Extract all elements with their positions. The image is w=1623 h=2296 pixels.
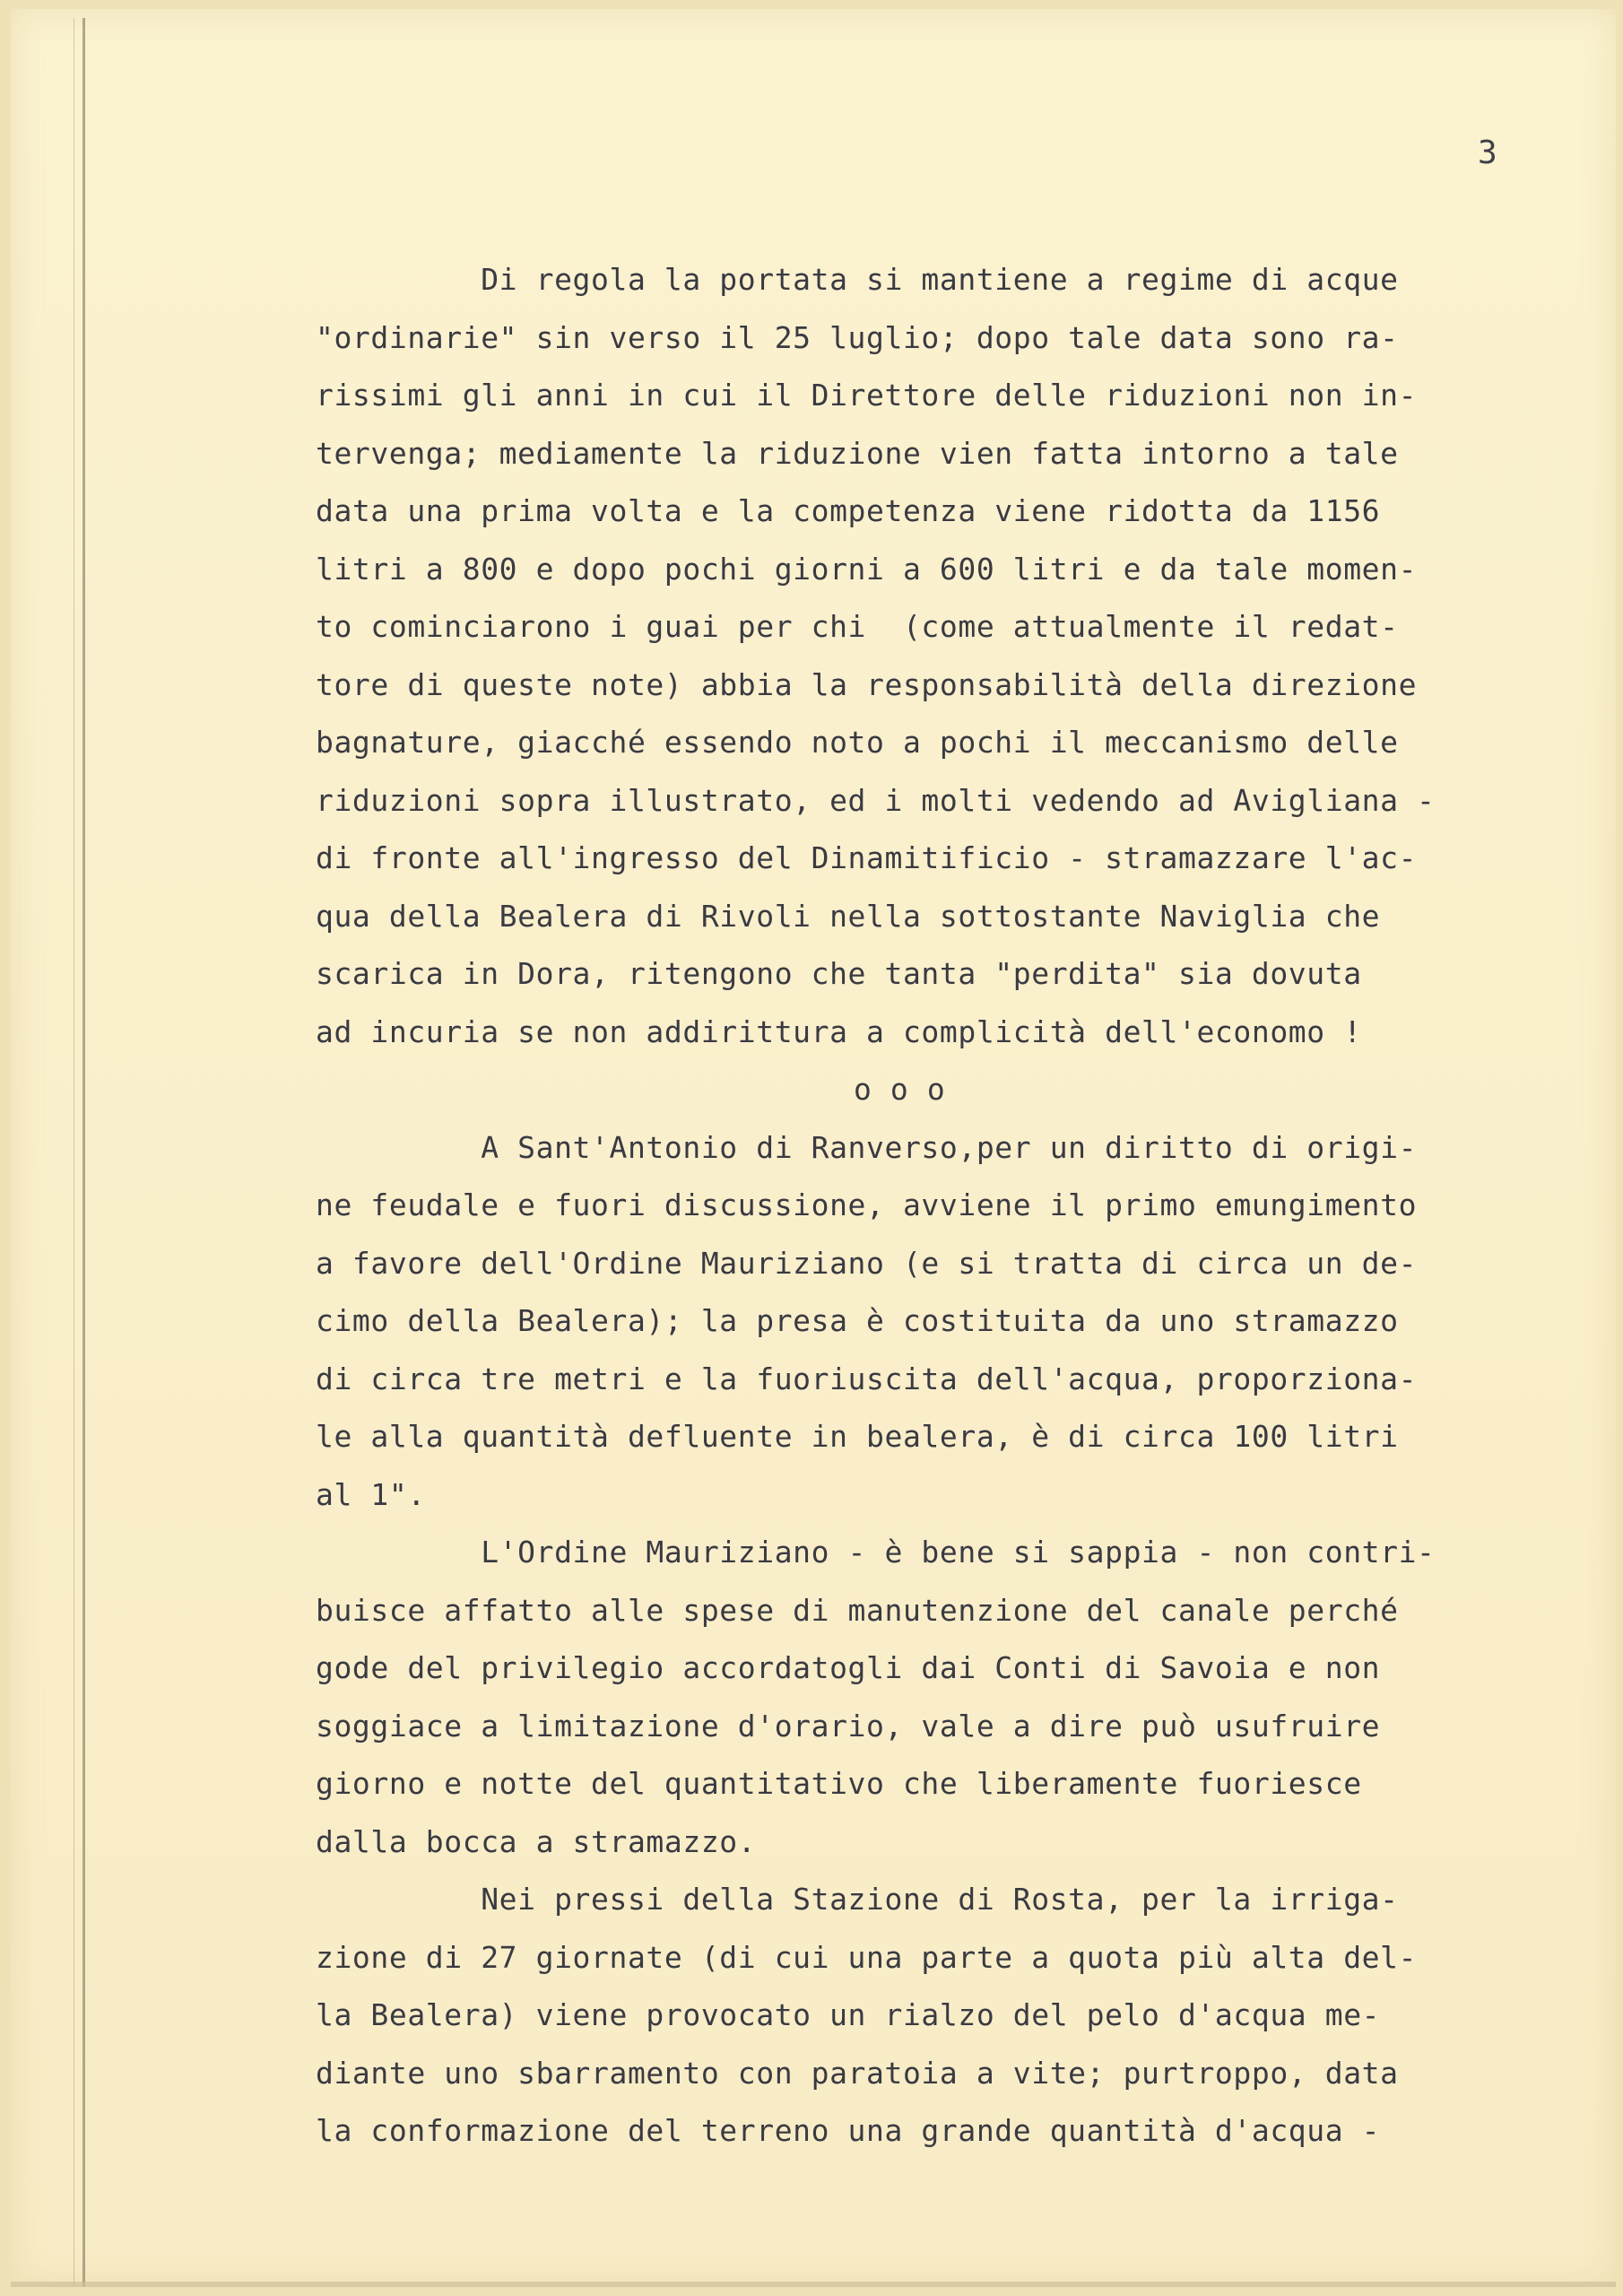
text-line: ne feudale e fuori discussione, avviene il primo emungimento bbox=[316, 1187, 1418, 1222]
text-line: a favore dell'Ordine Mauriziano (e si tratta di circa un de- bbox=[316, 1245, 1418, 1281]
text-line: data una prima volta e la competenza viene ridotta da 1156 bbox=[316, 493, 1381, 528]
section-separator: o o o bbox=[854, 1072, 946, 1107]
text-line: tervenga; mediamente la riduzione vien fatta intorno a tale bbox=[316, 435, 1399, 471]
text-line: buisce affatto alle spese di manutenzione del canale perché bbox=[316, 1592, 1399, 1628]
text-line: rissimi gli anni in cui il Direttore delle riduzioni non in- bbox=[316, 378, 1418, 413]
page-number: 3 bbox=[1478, 135, 1497, 171]
text-line: Nei pressi della Stazione di Rosta, per la irriga- bbox=[316, 1882, 1399, 1917]
text-line: di fronte all'ingresso del Dinamitificio - stramazzare l'ac- bbox=[316, 840, 1418, 875]
text-line: giorno e notte del quantitativo che liberamente fuoriesce bbox=[316, 1766, 1362, 1801]
text-line: ad incuria se non addirittura a complicità dell'economo ! bbox=[316, 1013, 1362, 1049]
text-line: soggiace a limitazione d'orario, vale a dire può usufruire bbox=[316, 1708, 1381, 1744]
text-line: qua della Bealera di Rivoli nella sottostante Naviglia che bbox=[316, 898, 1381, 934]
text-line: la conformazione del terreno una grande quantità d'acqua - bbox=[316, 2113, 1381, 2148]
text-line: gode del privilegio accordatogli dai Conti di Savoia e non bbox=[316, 1650, 1381, 1685]
text-line: di circa tre metri e la fuoriuscita dell'acqua, proporziona- bbox=[316, 1361, 1418, 1396]
text-line: litri a 800 e dopo pochi giorni a 600 litri e da tale momen- bbox=[316, 551, 1418, 587]
typewritten-text bbox=[316, 251, 1589, 2161]
text-line: bagnature, giacché essendo noto a pochi il meccanismo delle bbox=[316, 725, 1399, 760]
text-line: al 1". bbox=[316, 1476, 426, 1512]
page-bottom-edge bbox=[11, 2282, 1616, 2287]
text-line: "ordinarie" sin verso il 25 luglio; dopo tale data sono ra- bbox=[316, 319, 1399, 355]
document-page bbox=[11, 9, 1616, 2287]
text-line: scarica in Dora, ritengono che tanta "perdita" sia dovuta bbox=[316, 956, 1362, 991]
text-line: tore di queste note) abbia la responsabilità della direzione bbox=[316, 666, 1418, 702]
text-line: L'Ordine Mauriziano - è bene si sappia - non contri- bbox=[316, 1535, 1436, 1570]
text-line: zione di 27 giornate (di cui una parte a quota più alta del- bbox=[316, 1939, 1418, 1975]
text-line: cimo della Bealera); la presa è costituita da uno stramazzo bbox=[316, 1303, 1399, 1338]
text-line: la Bealera) viene provocato un rialzo del pelo d'acqua me- bbox=[316, 1997, 1381, 2032]
text-line: Di regola la portata si mantiene a regime di acque bbox=[316, 262, 1399, 297]
text-line: riduzioni sopra illustrato, ed i molti vedendo ad Avigliana - bbox=[316, 782, 1436, 818]
text-line: dalla bocca a stramazzo. bbox=[316, 1823, 757, 1859]
text-line: to cominciarono i guai per chi (come attualmente il redat- bbox=[316, 609, 1399, 644]
text-line: A Sant'Antonio di Ranverso,per un diritto di origi- bbox=[316, 1129, 1418, 1165]
text-line: diante uno sbarramento con paratoia a vite; purtroppo, data bbox=[316, 2055, 1399, 2091]
text-line: le alla quantità defluente in bealera, è di circa 100 litri bbox=[316, 1419, 1399, 1454]
binding-margin-line bbox=[82, 18, 85, 2287]
